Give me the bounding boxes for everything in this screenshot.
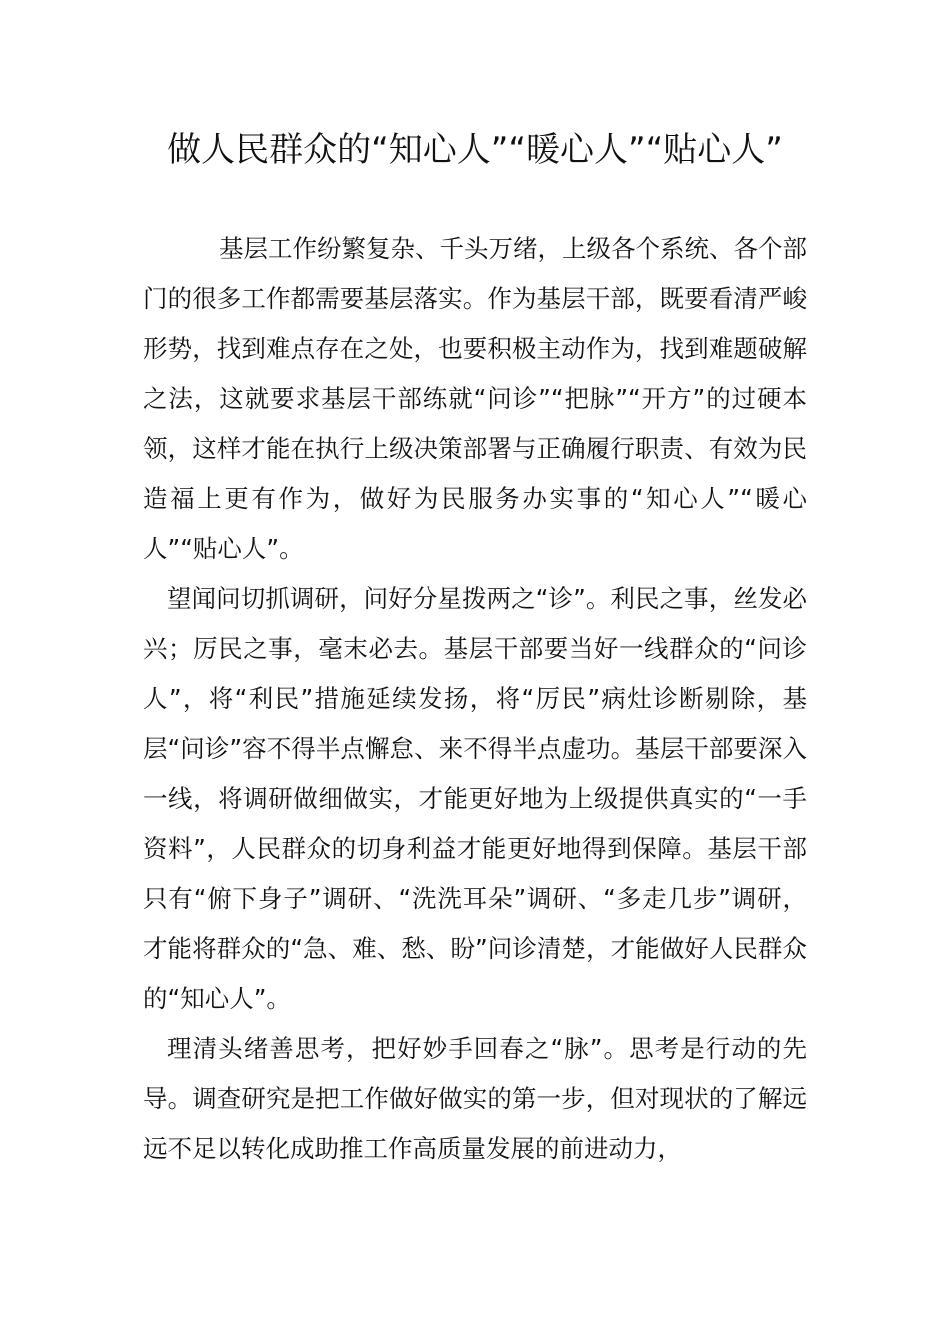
document-title: 做人民群众的“知心人”“暖心人”“贴心人” [167, 130, 783, 170]
paragraph-pulse: 理清头绪善思考，把好妙手回春之“脉”。思考是行动的先导。调查研究是把工作做好做实的第一步，但对现状的了解远远不足以转化成助推工作高质量发展的前进动力， [143, 1034, 807, 1163]
paragraph-intro: 基层工作纷繁复杂、千头万绪，上级各个系统、各个部门的很多工作都需要基层落实。作为基层干部，既要看清严峻形势，找到难点存在之处，也要积极主动作为，找到难题破解之法，这就要求基层干部练就“问诊”“把脉”“开方”的过硬本领，这样才能在执行上级决策部署与正确履行职责、有效为民造福上更有作为，做好为民服务办实事的“知心人”“暖心人”“贴心人”。 [143, 234, 807, 563]
document-body [143, 224, 807, 1174]
paragraph-diagnosis: 望闻问切抓调研，问好分星拨两之“诊”。利民之事，丝发必兴；厉民之事，毫末必去。基层干部要当好一线群众的“问诊人”，将“利民”措施延续发扬，将“厉民”病灶诊断剔除，基层“问诊”容不得半点懈怠、来不得半点虚功。基层干部要深入一线，将调研做细做实，才能更好地为上级提供真实的“一手资料”，人民群众的切身利益才能更好地得到保障。基层干部只有“俯下身子”调研、“洗洗耳朵”调研、“多走几步”调研，才能将群众的“急、难、愁、盼”问诊清楚，才能做好人民群众的“知心人”。 [143, 584, 807, 1013]
